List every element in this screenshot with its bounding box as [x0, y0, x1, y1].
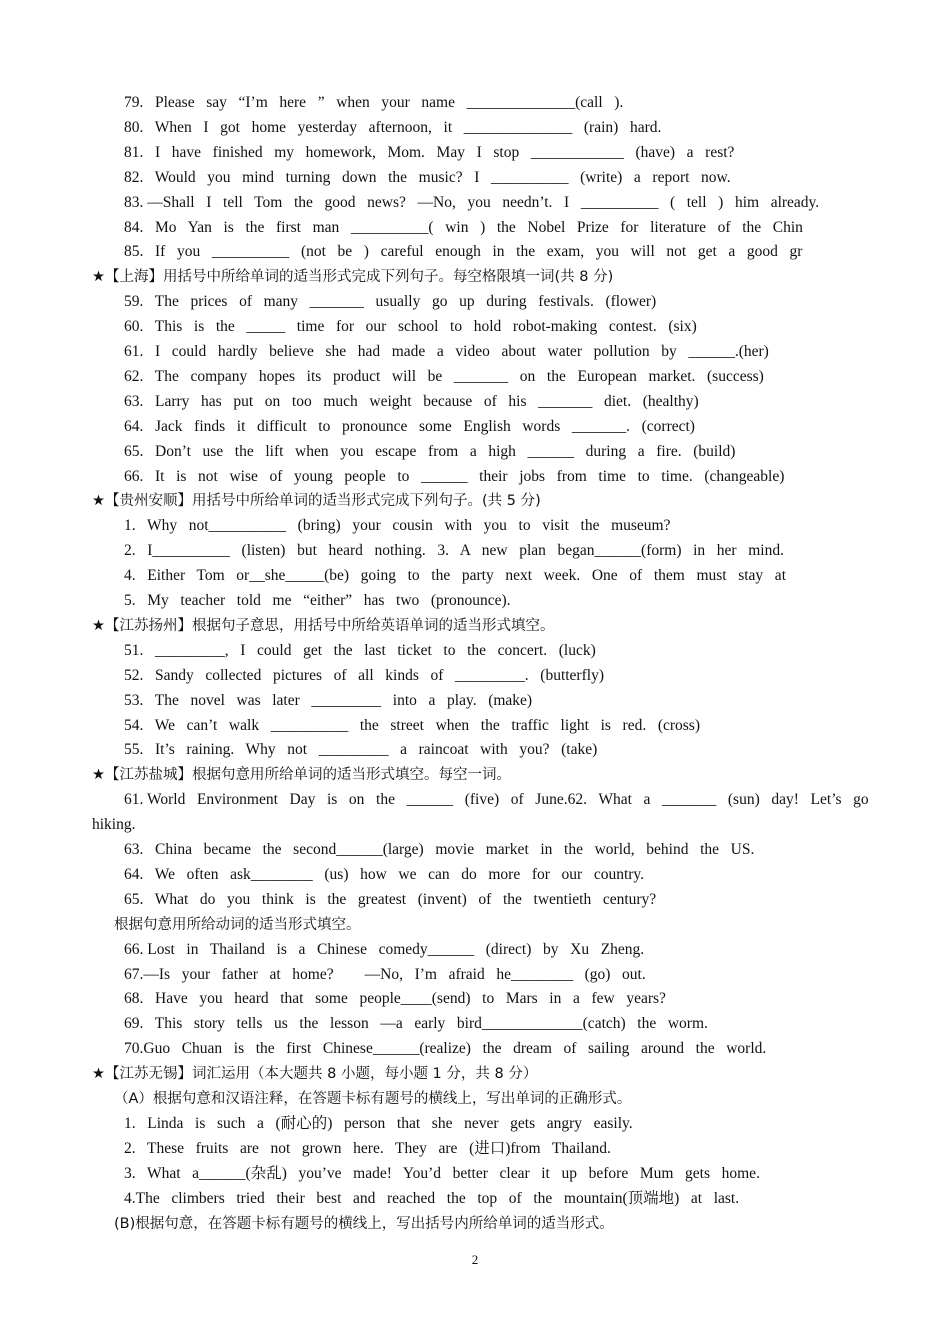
- exercise-line: hiking.: [92, 816, 136, 834]
- exercise-line: 55. It’s raining. Why not _________ a raincoat with you? (take): [124, 741, 598, 759]
- section-header: ★【上海】用括号中所给单词的适当形式完成下列句子。每空格限填一词(共 8 分): [92, 269, 614, 286]
- exercise-line: 66. It is not wise of young people to ______ their jobs from time to time. (changeable): [124, 467, 785, 485]
- exercise-line: 60. This is the _____ time for our school to hold robot-making contest. (six): [124, 318, 697, 336]
- instruction-line: （A）根据句意和汉语注释，在答题卡标有题号的横线上，写出单词的正确形式。: [114, 1091, 632, 1107]
- exercise-line: 68. Have you heard that some people____(send) to Mars in a few years?: [124, 990, 666, 1008]
- instruction-line: 根据句意用所给动词的适当形式填空。: [114, 916, 361, 933]
- exercise-line: 80. When I got home yesterday afternoon, it ______________ (rain) hard.: [124, 118, 662, 136]
- exercise-line: 61. I could hardly believe she had made a video about water pollution by ______.(her): [124, 343, 769, 360]
- exercise-line: 3. What a______(杂乱) you’ve made! You’d better clear it up before Mum gets home.: [124, 1164, 760, 1182]
- exercise-line: 61. World Environment Day is on the ______ (five) of June.62. What a _______ (sun) day! Let’s go: [124, 791, 869, 809]
- exercise-line: 64. Jack finds it difficult to pronounce some English words _______. (correct): [124, 417, 695, 435]
- exercise-line: 54. We can’t walk __________ the street when the traffic light is red. (cross): [124, 716, 701, 734]
- instruction-line: (B)根据句意，在答题卡标有题号的横线上，写出括号内所给单词的适当形式。: [114, 1215, 614, 1232]
- exercise-line: 53. The novel was later _________ into a play. (make): [124, 691, 533, 709]
- section-header: ★【江苏盐城】根据句意用所给单词的适当形式填空。每空一词。: [92, 767, 511, 784]
- exercise-line: 82. Would you mind turning down the music? I __________ (write) a report now.: [124, 168, 731, 186]
- exercise-line: 2. These fruits are not grown here. They are (进口)from Thailand.: [124, 1139, 611, 1157]
- exercise-line: 83. —Shall I tell Tom the good news? —No, you needn’t. I __________ ( tell ) him already.: [124, 193, 820, 211]
- section-header: ★【江苏无锡】词汇运用（本大题共 8 小题，每小题 1 分，共 8 分）: [92, 1066, 538, 1083]
- exercise-line: 65. Don’t use the lift when you escape from a high ______ during a fire. (build): [124, 442, 736, 460]
- exercise-line: 5. My teacher told me “either” has two (pronounce).: [124, 592, 511, 609]
- exercise-line: 63. Larry has put on too much weight because of his _______ diet. (healthy): [124, 392, 699, 410]
- exercise-line: 81. I have finished my homework, Mom. May I stop ____________ (have) a rest?: [124, 143, 735, 161]
- exercise-line: 1. Linda is such a (耐心的) person that she never gets angry easily.: [124, 1114, 633, 1132]
- exercise-line: 84. Mo Yan is the first man __________( win ) the Nobel Prize for literature of the Chin: [124, 218, 803, 236]
- exercise-line: 4.The climbers tried their best and reached the top of the mountain(顶端地) at last.: [124, 1189, 740, 1207]
- exercise-line: 65. What do you think is the greatest (invent) of the twentieth century?: [124, 890, 657, 908]
- exercise-line: 63. China became the second______(large) movie market in the world, behind the US.: [124, 841, 755, 858]
- exercise-line: 51. _________, I could get the last ticket to the concert. (luck): [124, 641, 596, 659]
- exercise-line: 52. Sandy collected pictures of all kinds of _________. (butterfly): [124, 666, 604, 684]
- exercise-line: 62. The company hopes its product will be _______ on the European market. (success): [124, 367, 764, 385]
- exercise-line: 64. We often ask________ (us) how we can do more for our country.: [124, 865, 645, 883]
- exercise-line: 66. Lost in Thailand is a Chinese comedy______ (direct) by Xu Zheng.: [124, 940, 645, 958]
- section-header: ★【江苏扬州】根据句子意思，用括号中所给英语单词的适当形式填空。: [92, 617, 555, 634]
- exercise-line: 4. Either Tom or__she_____(be) going to the party next week. One of them must stay at: [124, 567, 786, 585]
- exercise-line: 79. Please say “I’m here ” when your name ______________(call ).: [124, 94, 624, 111]
- exercise-line: 69. This story tells us the lesson —a early bird_____________(catch) the worm.: [124, 1015, 708, 1033]
- exercise-line: 59. The prices of many _______ usually go up during festivals. (flower): [124, 293, 657, 311]
- section-header: ★【贵州安顺】用括号中所给单词的适当形式完成下列句子。(共 5 分): [92, 493, 541, 510]
- exercise-line: 85. If you __________ (not be ) careful enough in the exam, you will not get a good gr: [124, 243, 803, 261]
- exercise-line: 70.Guo Chuan is the first Chinese______(realize) the dream of sailing around the world.: [124, 1040, 767, 1058]
- exercise-line: 2. I__________ (listen) but heard nothing. 3. A new plan began______(form) in her mind.: [124, 542, 784, 560]
- exercise-line: 1. Why not__________ (bring) your cousin with you to visit the museum?: [124, 517, 671, 535]
- exercise-line: 67.—Is your father at home? —No, I’m afraid he________ (go) out.: [124, 965, 646, 983]
- page-number: 2: [471, 1252, 479, 1267]
